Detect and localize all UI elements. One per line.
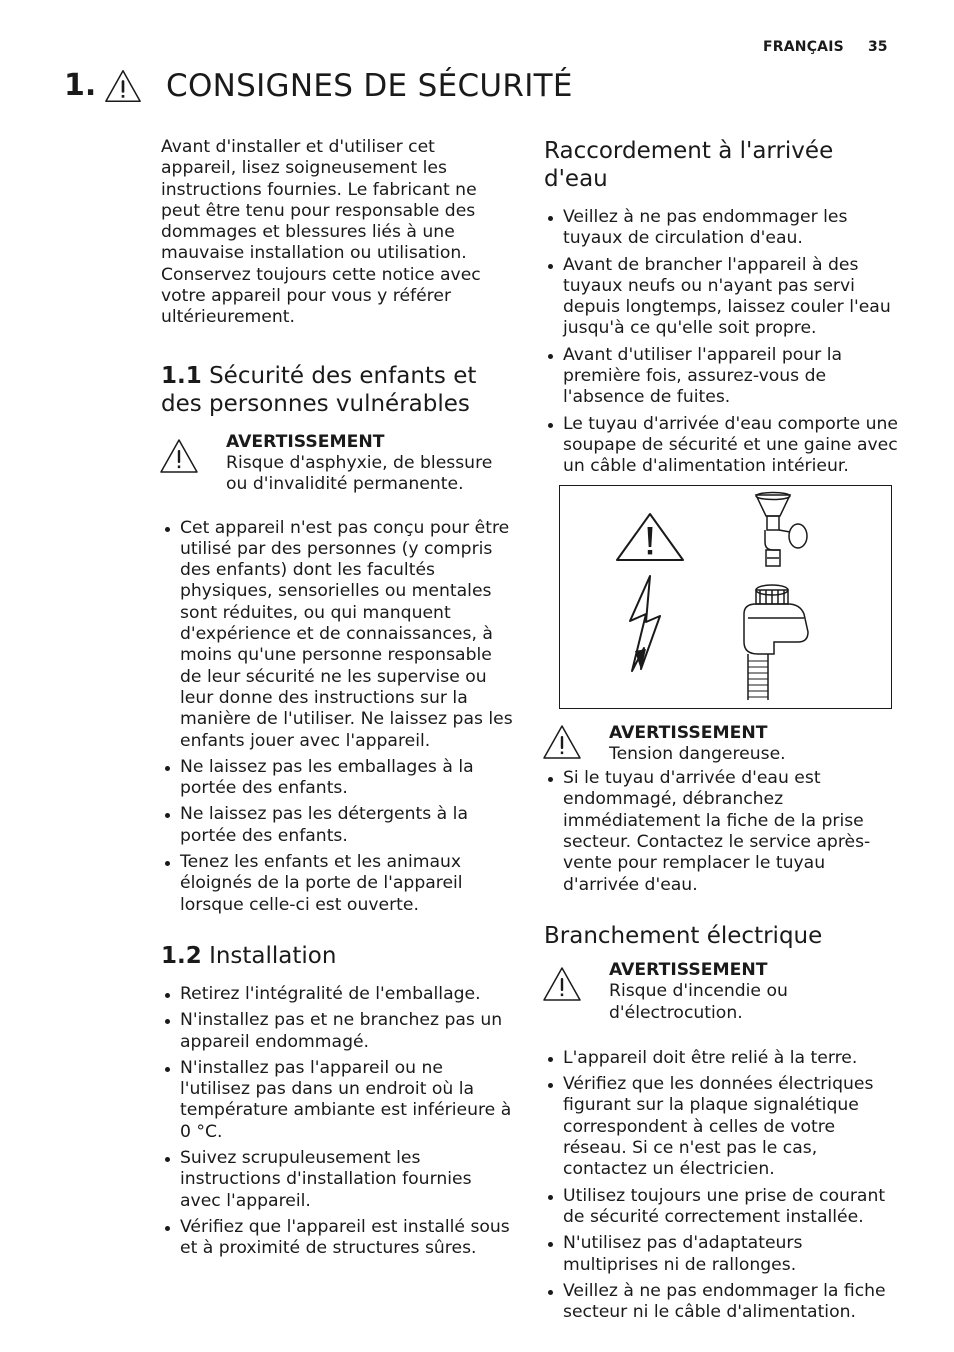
list-item: Ne laissez pas les emballages à la portée des enfants. xyxy=(161,757,515,800)
chapter-title: CONSIGNES DE SÉCURITÉ xyxy=(166,68,573,104)
section-heading-raccordement: Raccordement à l'arrivée d'eau xyxy=(544,138,834,192)
bullet-list-enfants xyxy=(161,518,515,916)
list-item: Utilisez toujours une prise de courant de sécurité correctement installée. xyxy=(544,1186,899,1229)
left-column xyxy=(161,137,515,1264)
section-number: 1.1 xyxy=(161,362,202,389)
list-item: Avant d'utiliser l'appareil pour la première fois, assurez-vous de l'absence de fuites. xyxy=(544,345,899,409)
list-item: Cet appareil n'est pas conçu pour être utilisé par des personnes (y compris des enfants) dont les facultés physiques, sensorielles ou mentales sont réduites, ou qui manquent d'expérience et de connaissances, à moins qu'une personne responsable de leur sécurité ne les supervise ou leur donne des instructions sur la manière de l'utiliser. Ne laissez pas les enfants jouer avec l'appareil. xyxy=(161,518,515,752)
warning-triangle-icon xyxy=(104,68,142,104)
list-item: Ne laissez pas les détergents à la portée des enfants. xyxy=(161,804,515,847)
list-item: L'appareil doit être relié à la terre. xyxy=(544,1048,899,1069)
list-item: Avant de brancher l'appareil à des tuyaux neufs ou n'ayant pas servi depuis longtemps, laissez couler l'eau jusqu'à ce qu'elle soit propre. xyxy=(544,255,899,340)
warning-triangle-icon xyxy=(542,724,582,760)
bullet-list-raccordement-2 xyxy=(544,768,899,896)
list-item: Veillez à ne pas endommager la fiche secteur ni le câble d'alimentation. xyxy=(544,1281,899,1324)
chapter-number: 1. xyxy=(64,68,97,103)
warning-block xyxy=(544,960,899,1024)
lightning-bolt-icon xyxy=(630,576,660,671)
list-item: Vérifiez que l'appareil est installé sous et à proximité de structures sûres. xyxy=(161,1217,515,1260)
list-item: Vérifiez que les données électriques figurant sur la plaque signalétique correspondent à celles de votre réseau. Si ce n'est pas le cas, contactez un électricien. xyxy=(544,1074,899,1180)
list-item: N'utilisez pas d'adaptateurs multiprises ni de rallonges. xyxy=(544,1233,899,1276)
inlet-hose-icon xyxy=(744,585,808,700)
warning-triangle-icon xyxy=(159,438,199,474)
section-number: 1.2 xyxy=(161,942,202,969)
warning-title: AVERTISSEMENT xyxy=(609,722,768,743)
warning-block xyxy=(544,723,899,766)
warning-title: AVERTISSEMENT xyxy=(226,431,385,452)
water-tap-icon xyxy=(756,492,807,566)
list-item: Veillez à ne pas endommager les tuyaux de circulation d'eau. xyxy=(544,207,899,250)
section-heading-electrique: Branchement électrique xyxy=(544,922,823,949)
header-language: FRANÇAIS xyxy=(763,39,844,55)
intro-paragraph: Avant d'installer et d'utiliser cet appareil, lisez soigneusement les instructions fournies. Le fabricant ne peut être tenu pour responsable des dommages et blessures liés à une mauvaise installation ou utilisation. Conservez toujours cette notice avec votre appareil pour vous y référer ultérieurement. xyxy=(161,137,481,328)
page-number: 35 xyxy=(868,39,888,55)
warning-triangle-icon xyxy=(542,966,582,1002)
section-title: Installation xyxy=(209,942,337,969)
bullet-list-electrique xyxy=(544,1048,899,1324)
section-heading-installation xyxy=(161,942,515,970)
list-item: Si le tuyau d'arrivée d'eau est endommagé, débranchez immédiatement la fiche de la prise secteur. Contactez le service après-vente pour remplacer le tuyau d'arrivée d'eau. xyxy=(544,768,899,896)
warning-text: Risque d'asphyxie, de blessure ou d'invalidité permanente. xyxy=(226,452,493,495)
list-item: Le tuyau d'arrivée d'eau comporte une soupape de sécurité et une gaine avec un câble d'alimentation intérieur. xyxy=(544,414,899,478)
bullet-list-installation xyxy=(161,984,515,1260)
list-item: Tenez les enfants et les animaux éloignés de la porte de l'appareil lorsque celle-ci est ouverte. xyxy=(161,852,515,916)
list-item: N'installez pas et ne branchez pas un appareil endommagé. xyxy=(161,1010,515,1053)
warning-triangle-icon xyxy=(617,514,683,560)
list-item: N'installez pas l'appareil ou ne l'utilisez pas dans un endroit où la température ambiante est inférieure à 0 °C. xyxy=(161,1058,515,1143)
list-item: Retirez l'intégralité de l'emballage. xyxy=(161,984,515,1005)
warning-text: Risque d'incendie ou d'électrocution. xyxy=(609,981,788,1023)
hose-illustration xyxy=(559,485,892,709)
bullet-list-raccordement xyxy=(544,207,899,478)
right-column xyxy=(544,137,899,1328)
warning-block xyxy=(161,432,515,496)
warning-text: Tension dangereuse. xyxy=(609,743,786,764)
list-item: Suivez scrupuleusement les instructions d'installation fournies avec l'appareil. xyxy=(161,1148,515,1212)
section-heading-enfants xyxy=(161,362,515,418)
warning-title: AVERTISSEMENT xyxy=(609,959,768,980)
section-title: Sécurité des enfants et des personnes vulnérables xyxy=(161,362,477,417)
